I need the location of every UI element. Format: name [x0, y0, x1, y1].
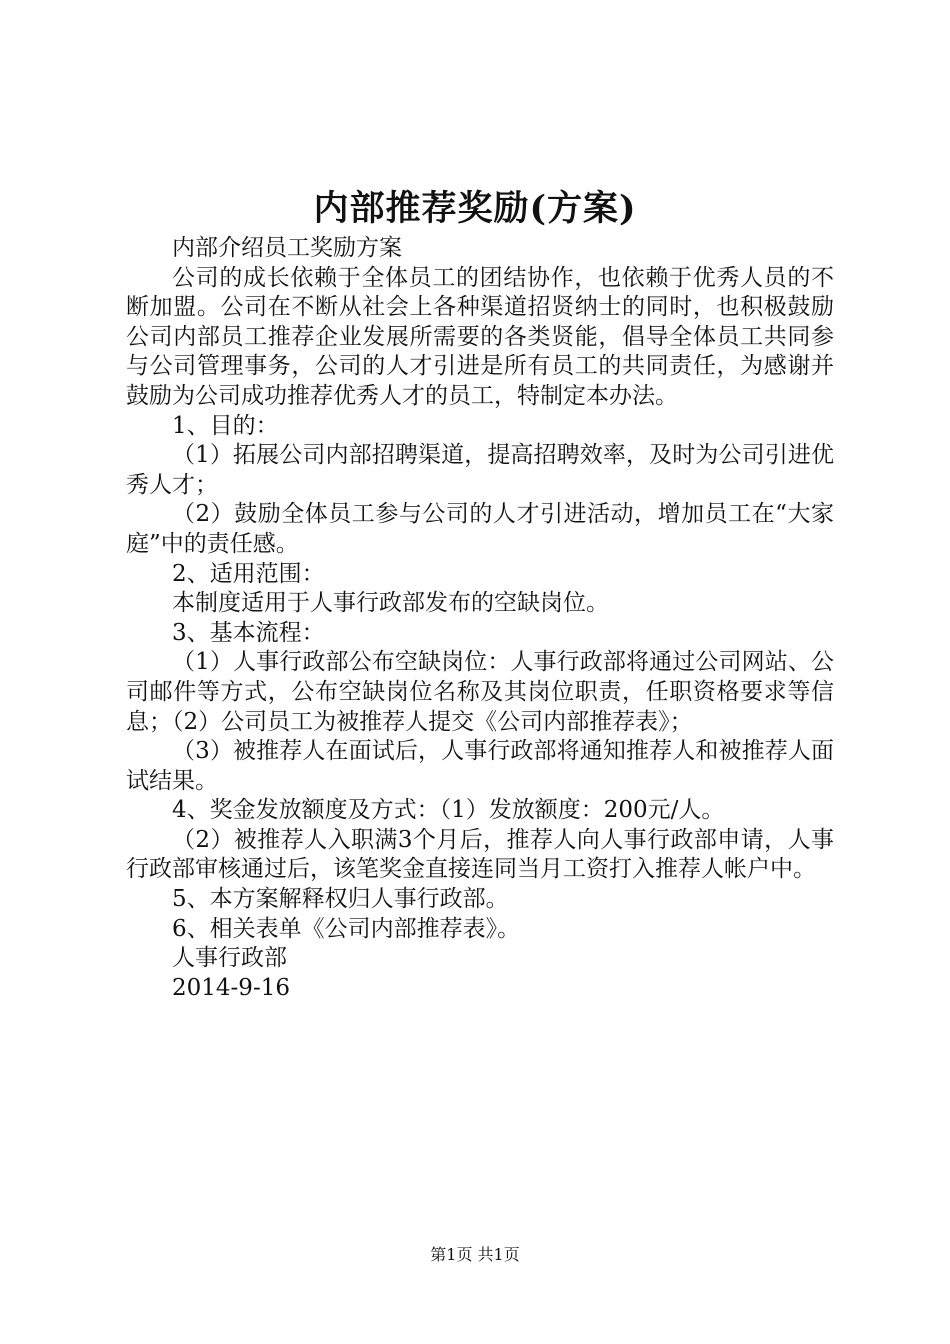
paragraph-interpretation: 5、本方案解释权归人事行政部。 — [172, 886, 509, 913]
paragraph-process-1: （1）人事行政部公布空缺岗位：人事行政部将通过公司网站、公司邮件等方式，公布空缺岗位名称及其岗位职责，任职资格要求等信息；（2）公司员工为被推荐人提交《公司内部推荐表》； — [126, 649, 834, 735]
paragraph-related-forms: 6、相关表单《公司内部推荐表》。 — [172, 915, 521, 942]
paragraph-bonus-2: （2）被推荐人入职满3个月后，推荐人向人事行政部申请，人事行政部审核通过后，该笔奖金直接连同当月工资打入推荐人帐户中。 — [126, 826, 834, 883]
section-heading-process: 3、基本流程： — [172, 619, 325, 646]
paragraph-subtitle: 内部介绍员工奖励方案 — [172, 235, 402, 261]
paragraph-purpose-1: （1）拓展公司内部招聘渠道，提高招聘效率，及时为公司引进优秀人才； — [126, 442, 834, 498]
paragraph-process-2: （3）被推荐人在面试后，人事行政部将通知推荐人和被推荐人面试结果。 — [126, 738, 834, 794]
paragraph-purpose-2: （2）鼓励全体员工参与公司的人才引进活动，增加员工在“大家庭”中的责任感。 — [126, 501, 834, 557]
section-heading-scope: 2、适用范围： — [172, 560, 325, 587]
paragraph-scope: 本制度适用于人事行政部发布的空缺岗位。 — [172, 590, 609, 617]
section-heading-purpose: 1、目的： — [172, 412, 279, 439]
signature-department: 人事行政部 — [172, 945, 287, 972]
document-title: 内部推荐奖励(方案) — [313, 188, 637, 229]
page-footer: 第1页 共1页 — [430, 1245, 520, 1264]
paragraph-intro: 公司的成长依赖于全体员工的团结协作，也依赖于优秀人员的不断加盟。公司在不断从社会上各种渠道招贤纳士的同时，也积极鼓励公司内部员工推荐企业发展所需要的各类贤能，倡导全体员工共同参与公司管理事务，公司的人才引进是所有员工的共同责任，为感谢并鼓励为公司成功推荐优秀人才的员工，特制定本办法。 — [126, 264, 834, 409]
section-heading-bonus: 4、奖金发放额度及方式：（1）发放额度：200元/人。 — [172, 797, 725, 824]
document-body — [126, 234, 834, 1003]
signature-date: 2014-9-16 — [172, 974, 290, 1001]
